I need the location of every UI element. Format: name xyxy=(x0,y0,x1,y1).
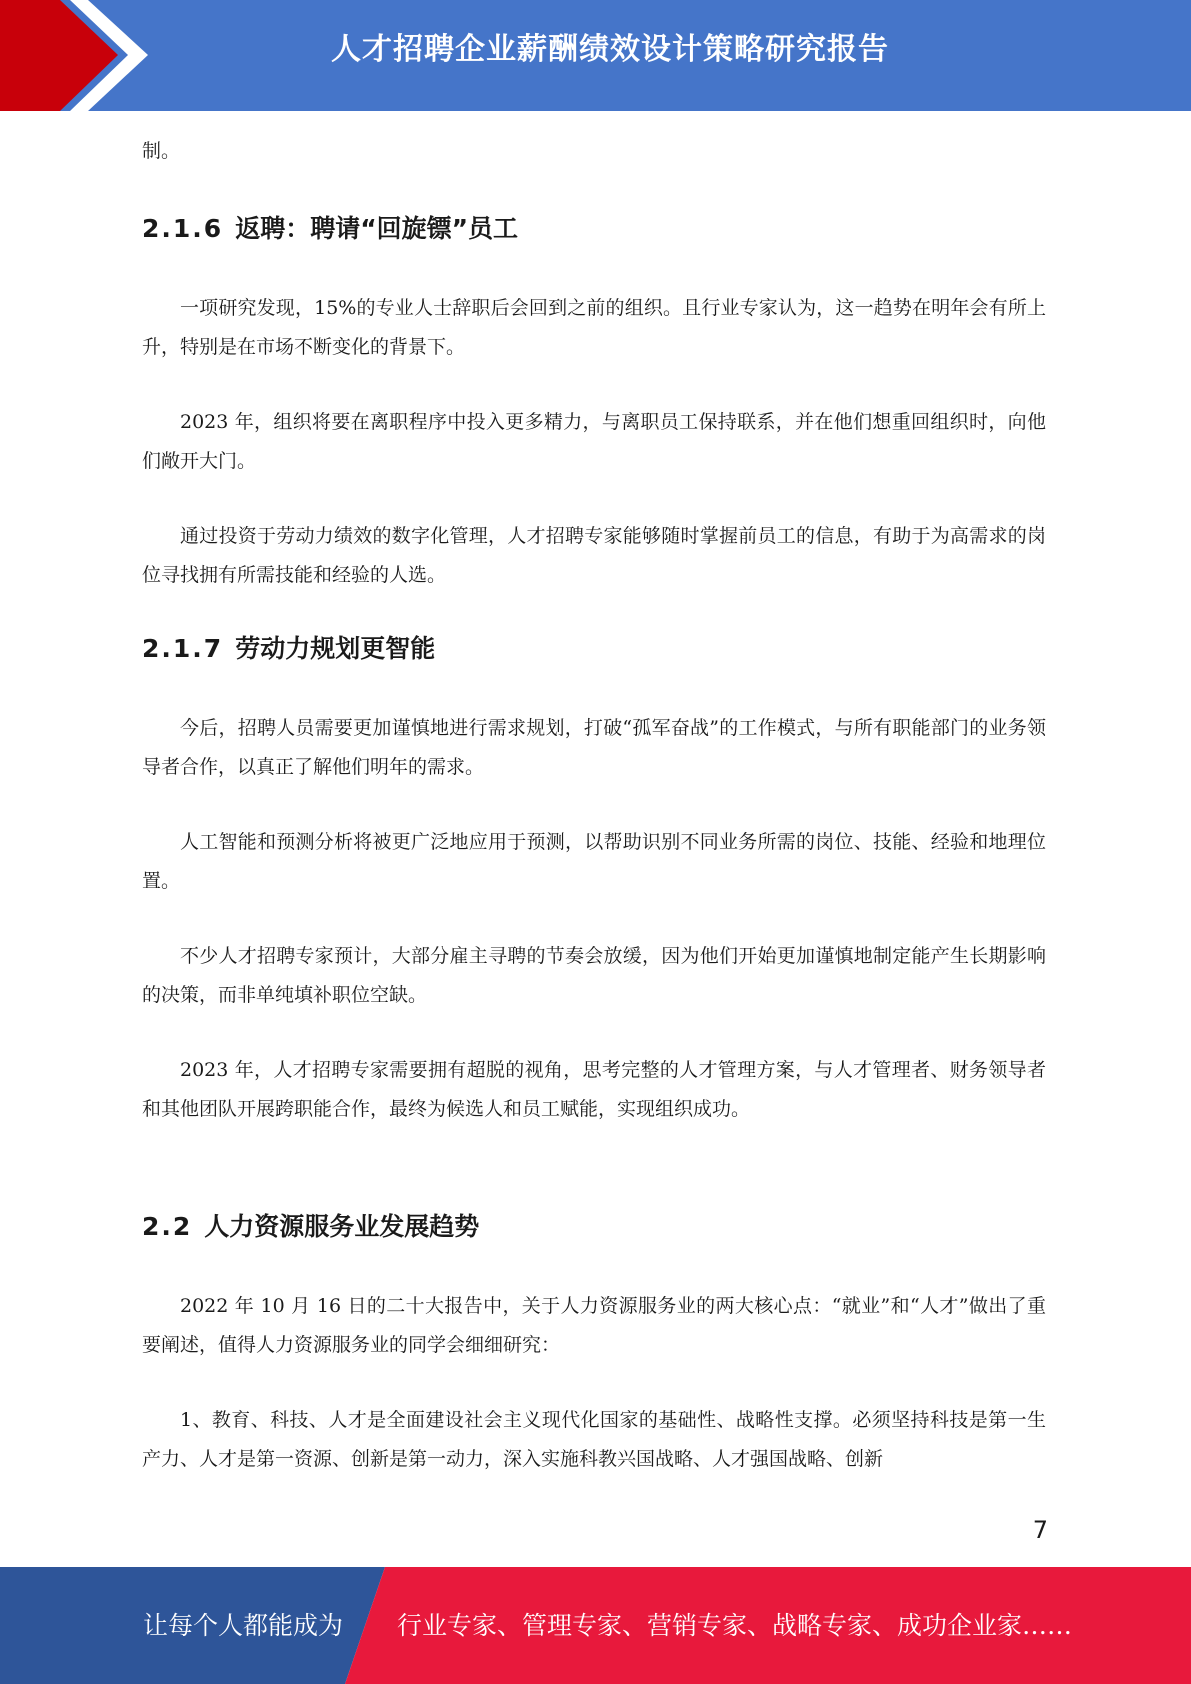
paragraph: 2023 年，组织将要在离职程序中投入更多精力，与离职员工保持联系，并在他们想重回组织时，向他们敞开大门。 xyxy=(142,411,1046,472)
footer-slogan-right: 行业专家、管理专家、营销专家、战略专家、成功企业家…… xyxy=(397,1611,1073,1640)
section-title: 返聘：聘请“回旋镖”员工 xyxy=(235,214,519,243)
header-title: 人才招聘企业薪酬绩效设计策略研究报告 xyxy=(331,32,889,67)
section-heading-2-2 xyxy=(142,1207,1046,1247)
section-title: 劳动力规划更智能 xyxy=(235,634,436,663)
page-footer xyxy=(0,1567,1191,1684)
section-number: 2.2 xyxy=(142,1212,193,1241)
section-heading-2-1-6 xyxy=(142,209,1046,249)
paragraph: 2022 年 10 月 16 日的二十大报告中，关于人力资源服务业的两大核心点：“就业”和“人才”做出了重要阐述，值得人力资源服务业的同学会细细研究： xyxy=(142,1295,1046,1356)
section-number: 2.1.7 xyxy=(142,634,224,663)
section-title: 人力资源服务业发展趋势 xyxy=(204,1212,480,1241)
paragraph: 通过投资于劳动力绩效的数字化管理，人才招聘专家能够随时掌握前员工的信息，有助于为高需求的岗位寻找拥有所需技能和经验的人选。 xyxy=(142,525,1046,586)
paragraph: 2023 年，人才招聘专家需要拥有超脱的视角，思考完整的人才管理方案，与人才管理者、财务领导者和其他团队开展跨职能合作，最终为候选人和员工赋能，实现组织成功。 xyxy=(142,1059,1046,1120)
paragraph: 不少人才招聘专家预计，大部分雇主寻聘的节奏会放缓，因为他们开始更加谨慎地制定能产生长期影响的决策，而非单纯填补职位空缺。 xyxy=(142,945,1046,1006)
paragraph: 一项研究发现，15%的专业人士辞职后会回到之前的组织。且行业专家认为，这一趋势在明年会有所上升，特别是在市场不断变化的背景下。 xyxy=(142,297,1046,358)
document-body xyxy=(142,132,1046,1479)
section-heading-2-1-7 xyxy=(142,629,1046,669)
page-number: 7 xyxy=(1032,1516,1048,1544)
paragraph: 今后，招聘人员需要更加谨慎地进行需求规划，打破“孤军奋战”的工作模式，与所有职能部门的业务领导者合作，以真正了解他们明年的需求。 xyxy=(142,717,1046,778)
section-number: 2.1.6 xyxy=(142,214,224,243)
paragraph-continued: 制。 xyxy=(142,140,181,162)
footer-slogan-left: 让每个人都能成为 xyxy=(143,1611,344,1640)
page-header xyxy=(0,0,1191,111)
paragraph: 人工智能和预测分析将被更广泛地应用于预测，以帮助识别不同业务所需的岗位、技能、经验和地理位置。 xyxy=(142,831,1046,892)
paragraph: 1、教育、科技、人才是全面建设社会主义现代化国家的基础性、战略性支撑。必须坚持科技是第一生产力、人才是第一资源、创新是第一动力，深入实施科教兴国战略、人才强国战略、创新 xyxy=(142,1409,1046,1470)
